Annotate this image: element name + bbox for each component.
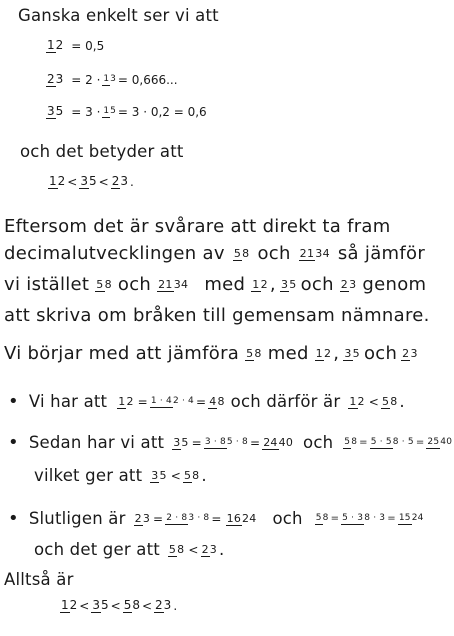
fraction [340, 278, 357, 292]
equals: = [359, 437, 368, 448]
fraction [426, 437, 452, 449]
denominator: 5 [55, 104, 64, 118]
fraction [233, 247, 250, 261]
numerator: 2 [47, 72, 55, 86]
period: . [219, 540, 225, 559]
numerator: 3 · 8 [204, 436, 226, 447]
denominator: 2 [323, 346, 332, 360]
denominator: 8 · 5 [392, 436, 414, 447]
conjunction: och [272, 509, 303, 528]
denominator: 5 · 8 [226, 436, 248, 447]
denominator: 3 [209, 542, 217, 556]
numerator: 5 [183, 468, 192, 482]
numerator: 5 [123, 598, 132, 612]
denominator: 2 [69, 598, 78, 612]
equals: = [196, 394, 207, 409]
bullet-text: vilket ger att [34, 466, 143, 485]
fraction [183, 469, 199, 483]
denominator: 8 [177, 542, 185, 556]
intro-text: Ganska enkelt ser vi att [18, 6, 219, 25]
numerator: 5 [315, 512, 322, 523]
paragraph-text: Vi börjar med att jämföra [4, 343, 240, 364]
equals: = [191, 435, 202, 450]
numerator: 1 · 4 [150, 395, 172, 406]
numerator: 1 [61, 598, 69, 612]
numerator: 2 [340, 277, 349, 291]
fraction [46, 72, 63, 87]
fraction [154, 598, 171, 613]
fraction [102, 74, 115, 86]
equals: = [330, 513, 340, 524]
denominator: 8 · 3 [364, 512, 386, 523]
equation-3 [44, 104, 207, 119]
result: = 3 · 0,2 = 0,6 [117, 104, 207, 119]
fraction [341, 513, 385, 525]
fraction [343, 347, 360, 361]
numerator: 25 [427, 436, 440, 447]
fraction [46, 38, 63, 53]
denominator: 8 [242, 246, 250, 260]
fraction [370, 437, 414, 449]
comma: , [333, 343, 340, 364]
denominator: 3 [110, 73, 116, 84]
intro-line [18, 6, 219, 25]
conjunction: och [117, 274, 152, 295]
final-text: Alltså är [4, 570, 74, 589]
numerator: 3 [344, 346, 352, 360]
numerator: 1 [315, 346, 323, 360]
numerator: 2 · 8 [166, 512, 188, 523]
denominator: 3 [55, 72, 64, 86]
denominator: 3 [410, 346, 418, 360]
denominator: 8 [192, 468, 200, 482]
numerator: 5 [96, 277, 104, 291]
numerator: 1 [349, 394, 357, 408]
fraction [262, 436, 293, 450]
denominator: 2 [55, 38, 64, 52]
denominator: 5 [352, 346, 360, 360]
denominator: 3 · 8 [188, 512, 210, 523]
denominator: 3 [142, 511, 151, 525]
denominator: 24 [242, 511, 257, 525]
numerator: 1 [47, 38, 55, 52]
fraction [381, 395, 397, 409]
denominator: 8 [390, 394, 398, 408]
fraction [315, 513, 329, 525]
denominator: 2 [126, 394, 134, 408]
fraction [91, 598, 108, 613]
less-than: < [141, 598, 153, 613]
denominator: 5 [110, 105, 116, 116]
numerator: 5 [344, 436, 351, 447]
fraction [134, 512, 150, 526]
bullet-item-3-continuation [34, 540, 224, 559]
denominator: 8 [132, 598, 140, 612]
numerator: 3 [47, 104, 55, 118]
conjunction: och [300, 274, 334, 295]
operator: = 2 · [71, 72, 101, 87]
fraction [46, 104, 63, 119]
period: . [129, 174, 134, 189]
conclusion-line [20, 142, 184, 161]
inequality-2 [58, 598, 177, 613]
paragraph-text: genom [362, 274, 427, 295]
paragraph-text: så jämför [337, 243, 426, 264]
paragraph-1-line-2 [4, 243, 425, 264]
equals: = [211, 511, 222, 526]
fraction [48, 174, 65, 189]
less-than: < [368, 394, 380, 409]
fraction [348, 395, 364, 409]
fraction [204, 437, 248, 449]
conjunction: och [363, 343, 398, 364]
preposition: med [204, 274, 246, 295]
bullet-item-2 [8, 432, 454, 453]
less-than: < [79, 598, 90, 613]
numerator: 2 [134, 511, 142, 525]
fraction [245, 347, 262, 361]
denominator: 3 [163, 598, 172, 612]
denominator: 5 [289, 277, 297, 291]
bullet-item-1 [8, 391, 405, 412]
numerator: 3 [280, 277, 289, 291]
result: = 0,5 [71, 38, 105, 53]
conclusion-text: och det betyder att [20, 142, 184, 161]
fraction [111, 174, 128, 189]
paragraph-1-line-1 [4, 216, 391, 237]
operator: = 3 · [71, 104, 101, 119]
numerator: 3 [80, 174, 88, 188]
numerator: 1 [49, 174, 57, 188]
numerator: 1 [103, 73, 110, 84]
fraction [208, 395, 224, 409]
fraction [251, 278, 268, 292]
numerator: 3 [92, 598, 100, 612]
denominator: 40 [440, 436, 453, 447]
numerator: 1 [118, 394, 126, 408]
denominator: 5 [100, 598, 109, 612]
less-than: < [110, 598, 121, 613]
fraction [280, 278, 297, 292]
denominator: 8 [104, 277, 112, 291]
denominator: 5 [159, 468, 167, 482]
bullet-text: Slutligen är [28, 509, 126, 528]
fraction [315, 347, 332, 361]
numerator: 5 [233, 246, 242, 260]
equation-2 [44, 72, 178, 87]
bullet-icon: • [8, 508, 19, 529]
numerator: 2 [402, 346, 410, 360]
numerator: 3 [151, 468, 159, 482]
numerator: 5 [382, 394, 390, 408]
numerator: 21 [299, 246, 315, 260]
paragraph-text: att skriva om bråken till gemensam nämnare. [4, 305, 430, 326]
numerator: 2 [111, 174, 120, 188]
fraction [172, 436, 188, 450]
denominator: 8 [322, 512, 329, 523]
numerator: 5 · 3 [342, 512, 364, 523]
inequality-1 [46, 174, 134, 189]
numerator: 24 [263, 435, 278, 449]
numerator: 1 [103, 105, 110, 116]
fraction [168, 543, 184, 557]
denominator: 2 [260, 277, 268, 291]
paragraph-text: decimalutvecklingen av [4, 243, 225, 264]
paragraph-1-line-4 [4, 305, 430, 326]
numerator: 2 [155, 598, 163, 612]
denominator: 3 [349, 277, 357, 291]
equals: = [249, 435, 261, 450]
conjunction: och [257, 243, 291, 264]
conjunction: och [303, 433, 334, 452]
fraction [95, 278, 112, 292]
numerator: 15 [398, 512, 411, 523]
denominator: 8 [217, 394, 225, 408]
fraction [150, 469, 166, 483]
numerator: 5 [168, 542, 177, 556]
denominator: 2 · 4 [172, 395, 194, 406]
fraction [60, 598, 77, 613]
denominator: 2 [357, 394, 365, 408]
bullet-text: och det ger att [34, 540, 160, 559]
comma: , [269, 274, 276, 295]
denominator: 8 [254, 346, 262, 360]
denominator: 8 [351, 436, 358, 447]
fraction [398, 513, 424, 525]
fraction [157, 278, 188, 292]
bullet-text: och därför är [230, 392, 341, 411]
less-than: < [98, 174, 109, 189]
bullet-icon: • [8, 391, 19, 412]
less-than: < [170, 468, 181, 483]
fraction [117, 395, 133, 409]
fraction [401, 347, 418, 361]
denominator: 40 [278, 435, 294, 449]
numerator: 21 [158, 277, 173, 291]
denominator: 5 [88, 174, 97, 188]
preposition: med [267, 343, 309, 364]
bullet-text: Vi har att [28, 392, 108, 411]
numerator: 1 [252, 277, 260, 291]
bullet-text: Sedan har vi att [28, 433, 165, 452]
fraction [226, 512, 257, 526]
fraction [102, 106, 115, 118]
bullet-item-2-continuation [34, 466, 207, 485]
fraction [201, 543, 217, 557]
less-than: < [67, 174, 78, 189]
fraction [79, 174, 96, 189]
equation-1 [44, 38, 104, 53]
fraction [165, 513, 209, 525]
denominator: 3 [120, 174, 128, 188]
final-line [4, 570, 74, 589]
equals: = [387, 513, 396, 524]
less-than: < [188, 542, 199, 557]
numerator: 2 [201, 542, 209, 556]
numerator: 5 · 5 [370, 436, 392, 447]
period: . [173, 598, 178, 613]
bullet-icon: • [8, 432, 19, 453]
paragraph-text: Eftersom det är svårare att direkt ta fram [4, 216, 391, 237]
fraction [343, 437, 357, 449]
denominator: 24 [411, 512, 424, 523]
equals: = [137, 394, 148, 409]
numerator: 3 [173, 435, 181, 449]
numerator: 4 [209, 394, 217, 408]
denominator: 34 [315, 246, 330, 260]
equals: = [153, 511, 164, 526]
paragraph-2 [4, 343, 422, 364]
denominator: 2 [57, 174, 66, 188]
paragraph-text: vi istället [4, 274, 90, 295]
fraction [299, 247, 330, 261]
fraction [150, 396, 194, 408]
equals: = [415, 437, 425, 448]
numerator: 16 [226, 511, 242, 525]
period: . [399, 392, 405, 411]
denominator: 34 [173, 277, 189, 291]
fraction [123, 598, 140, 613]
numerator: 5 [246, 346, 254, 360]
result: = 0,666... [117, 72, 178, 87]
denominator: 5 [181, 435, 189, 449]
paragraph-1-line-3 [4, 274, 426, 295]
period: . [201, 466, 207, 485]
bullet-item-3 [8, 508, 426, 529]
